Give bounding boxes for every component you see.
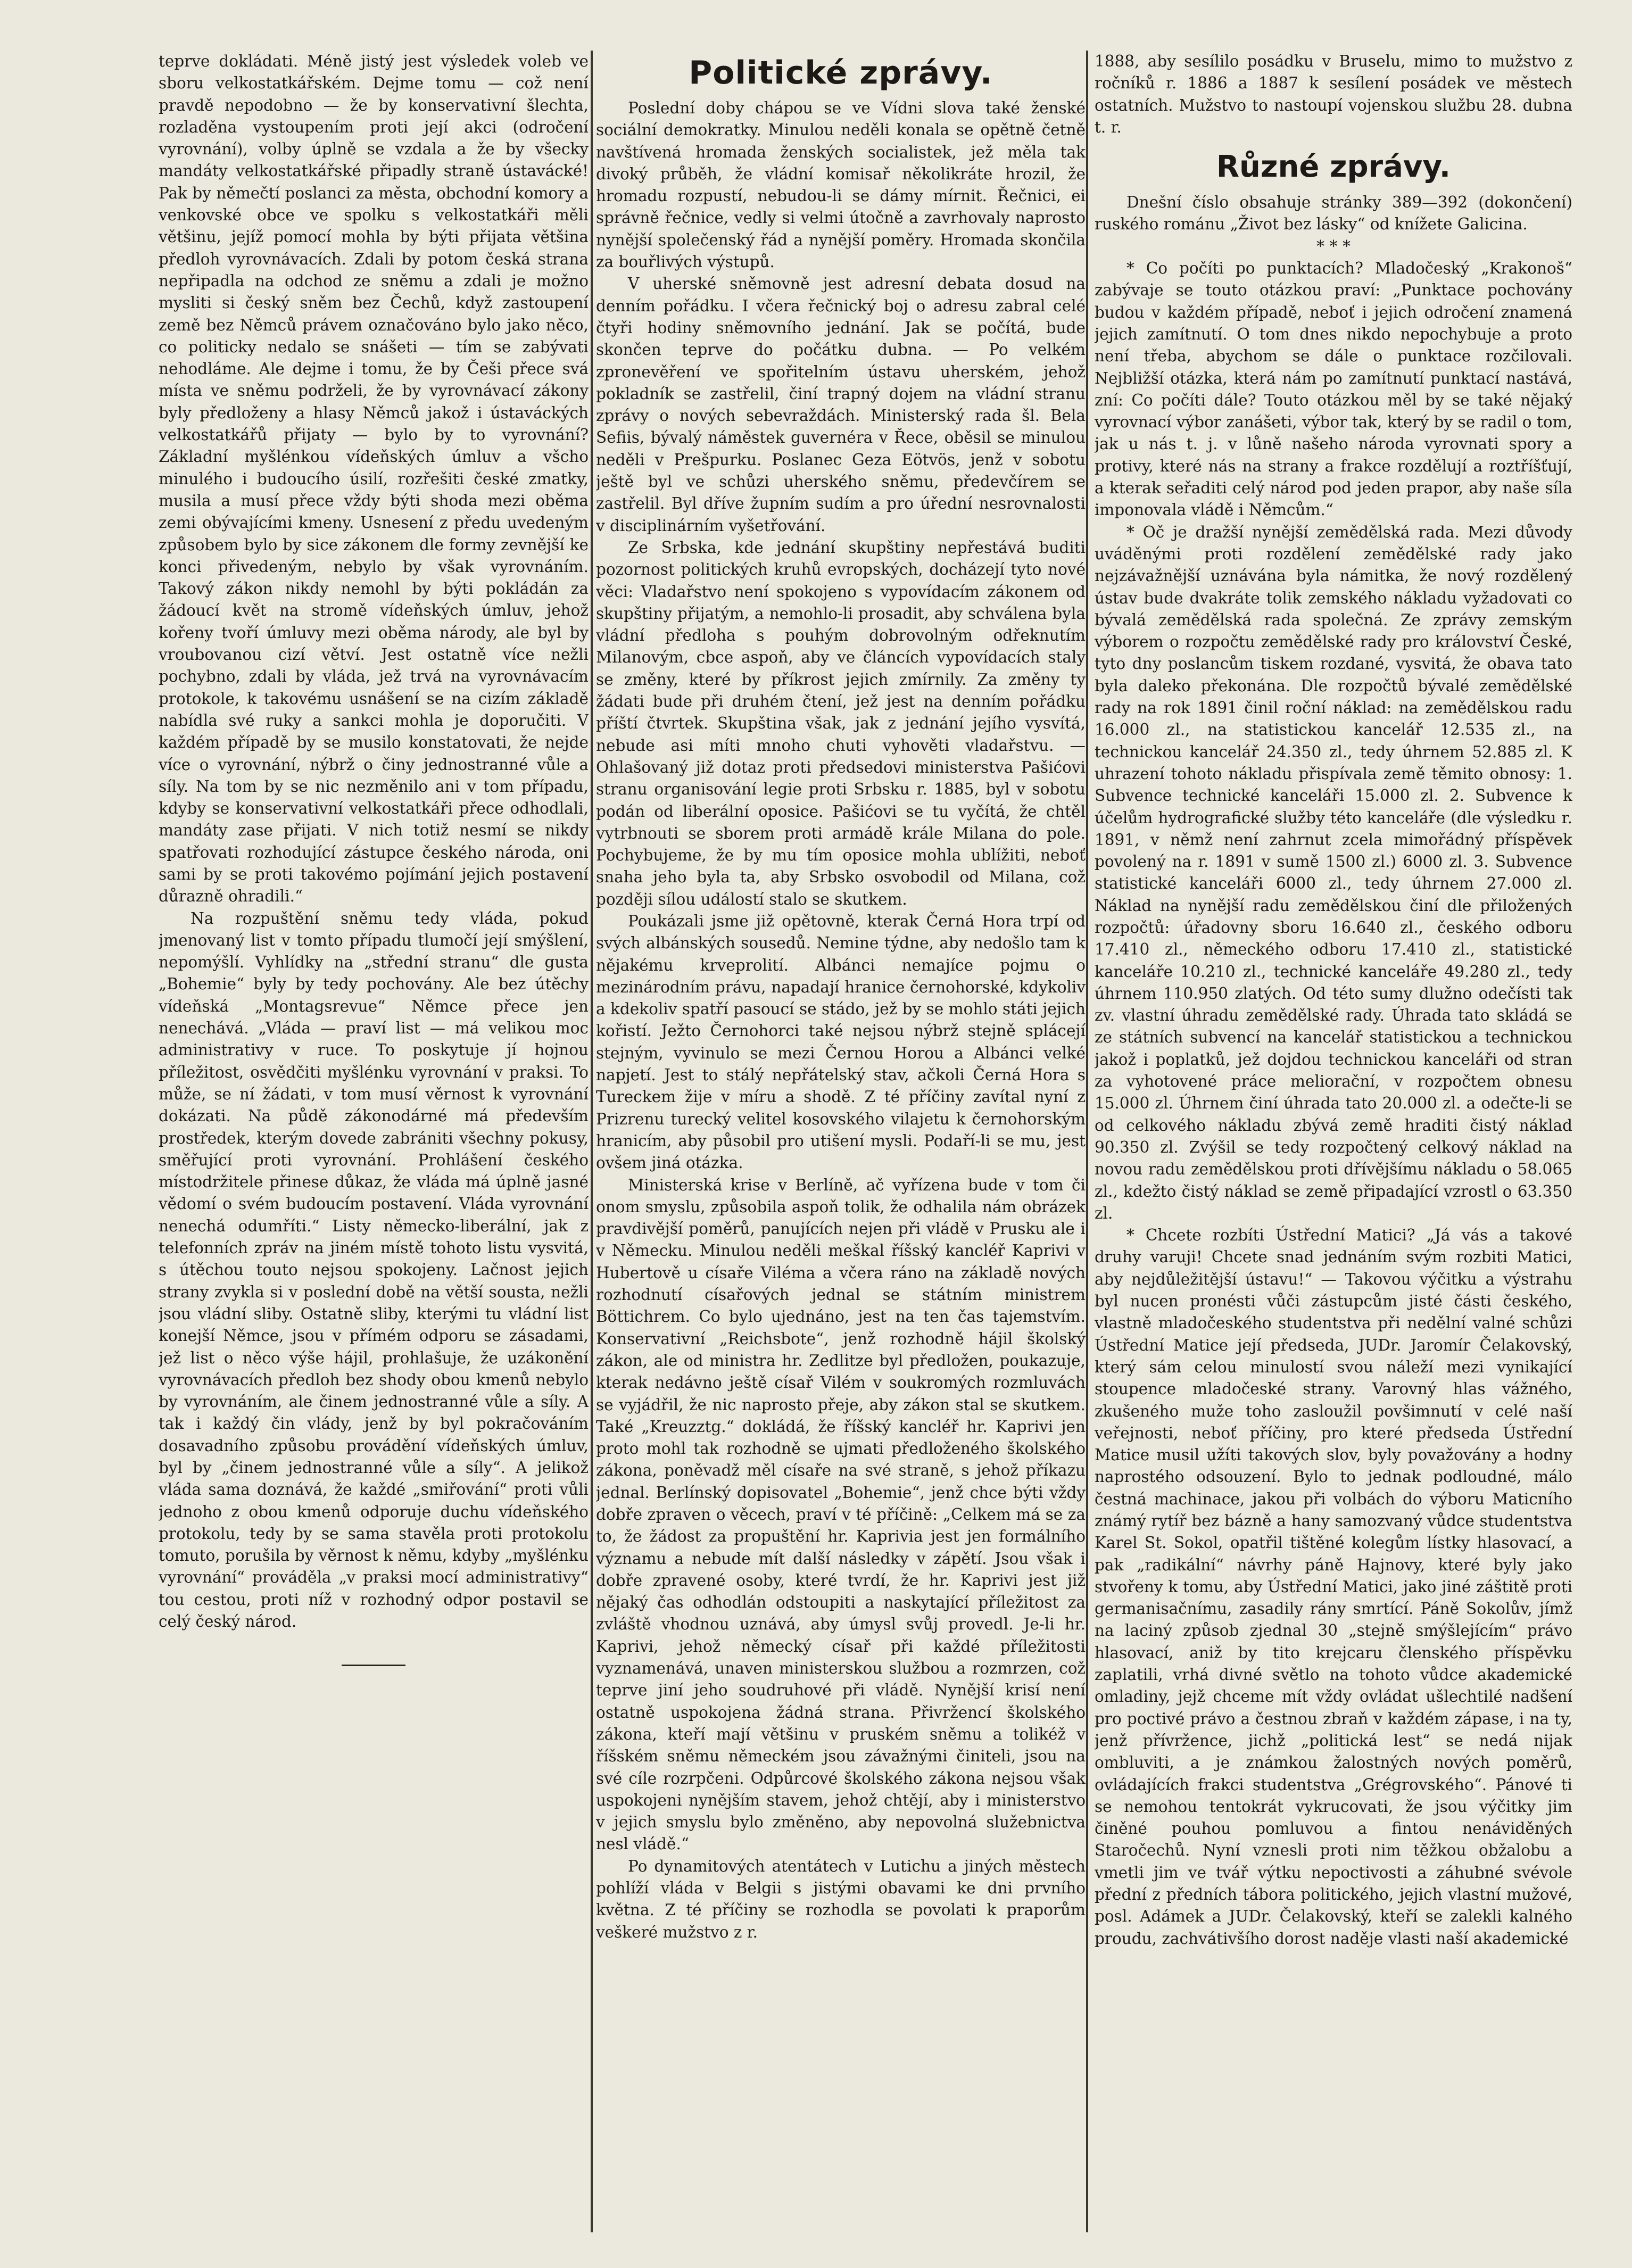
section-heading-ruzne-zpravy: Různé zprávy. (1216, 150, 1451, 185)
news-item: * Chcete rozbíti Ústřední Matici? „Já vás a takové druhy varuji! Chcete snad jednáním svým rozbiti Matici, aby nejdůležitější ústavu!“ — Takovou výčitku a výstrahu byl nucen pronésti vůči zástupcům jisté části českého, vlastně mladočeského studentstva při nedělní valné schůzi Ústřední Matice její předseda, JUDr. Jaromír Čelakovský, který sám celou minulostí svou náleží mezi vynikající stoupence mladočeské strany. Varovný hlas vážného, zkušeného muže toho zasloužil povšimnutí v celé naší veřejnosti, neboť příčiny, pro které předseda Ústřední Matice musil užíti takových slov, byly považovány a hodny naprostého odsouzení. Bylo to jednak podloudné, málo čestná machinace, jakou při volbách do výboru Maticního známý rytíř bez bázně a hany samozvaný vůdce studentstva Karel St. Sokol, opatřil tištěné kolegům lístky hlasovací, a pak „radikální“ návrhy páně Hajnovy, které byly jako stvořeny k tomu, aby Ústřední Matici, jako jiné záštitě proti germanisačnímu, zasadily rány smrtící. Páně Sokolův, jímž na laciný způsob zjednal 30 „stejně smýšlejícím“ právo hlasovací, aniž by tito krejcaru členského příspěvku zaplatili, vrhá divné světlo na tohoto vůdce akademické omladiny, jejž chceme mít vždy ovládat ušlechtilé nadšení pro poctivé právo a čestnou zbraň v každém zápase, i na ty, jenž přívržence, jichž „politická lest“ se nedá nijak ombluviti, a je známkou žalostných nových poměrů, ovládajících frakci studentstva „Grégrovského“. Pánové ti se nemohou tentokrát vykrucovati, že jsou výčitky jim činěné pouhou pomluvou a fintou nenáviděných Staročechů. Nyní vznesli proti nim těžkou obžalobu a vmetli jim ve tvář výtku nepoctivosti a záhubné svévole přední z předních tábora politického, jejich vlastní mužové, posl. Adámek a JUDr. Čelakovský, kteří se zalekli kalného proudu, zachvátivšího dorost naděje vlasti naší akademické (1095, 1226, 1572, 1948)
column-left (159, 51, 589, 2219)
news-item: Ministerská krise v Berlíně, ač vyřízena bude v tom či onom smyslu, způsobila aspoň tolik, že odhalila nám obrázek pravdivější poměrů, panujících nejen při vládě v Prusku ale i v Německu. Minulou neděli meškal říšský kancléř Kaprivi v Hubertově u císaře Viléma a včera ráno na základě nových rozhodnutí císařových jednal se státním ministrem Böttichrem. Co bylo ujednáno, jest na ten čas tajemstvím. Konservativní „Reichsbote“, jenž rozhodně hájil školský zákon, ale od ministra hr. Zedlitze byl předložen, poukazuje, kterak nedávno ještě císař Vilém v soukromých rozmluvách se vyjádřil, že nic naprosto přeje, aby zákon stal se skutkem. Také „Kreuzztg.“ dokládá, že říšský kancléř hr. Kaprivi jen proto mohl tak rozhodně se ujmati předloženého školského zákona, poněvadž měl císaře na své straně, s jehož příkazu jednal. Berlínský dopisovatel „Bohemie“, jenž chce býti vždy dobře zpraven o věcech, praví v té příčině: „Celkem má se za to, že žádost za propuštění hr. Kapriviа jest jen formálního významu a nebude mít další následky v zápětí. Jsou však i dobře zpravené osoby, které tvrdí, že hr. Kaprivi jest již nějaký čas odhodlán odstoupiti a naskytající příležitost za zvláště vhodnou uznává, aby úmysl svůj provedl. Je-li hr. Kaprivi, jehož německý císař při každé příležitosti vyznamenává, unaven ministerskou službou a rozmrzen, což teprve jiní jeho soudruhové při vládě. Nynější krisí není ostatně uspokojena žádná strana. Přivržencí školského zákona, kteří mají většinu v pruském sněmu a tolikéž v říšském sněmu německém jsou závažnými činiteli, jsou na své cíle rozrpčeni. Odpůrcové školského zákona nejsou však uspokojeni nynějším stavem, jehož chtějí, aby i ministerstvo v jejich smyslu bylo změněno, aby nepovolná služebnictva nesl vládě.“ (596, 1176, 1086, 1853)
column-middle (596, 51, 1086, 2219)
article-end-rule (342, 1665, 405, 1666)
column-rule-left (591, 51, 593, 2232)
news-item: Poslední doby chápou se ve Vídni slova také ženské sociální demokratky. Minulou neděli konala se opětně četně navštívená hromada ženských socialistek, jež měla tak divoký průběh, že vládní komisař několikráte hrozil, že hromadu rozpustí, nebudou-li se dámy mírnit. Řečnici, ei správně řečnice, vedly si velmi útočně a zavrhovaly naprosto nynější společenský řád a nynější poměry. Hromada skončila za bouřlivých výstupů. (596, 99, 1086, 271)
news-item: Ze Srbska, kde jednání skupštiny nepřestává buditi pozornost politických kruhů evropských, docházejí tyto nové věci: Vladařstvo není spokojeno s vypovídacím zákonem od skupštiny přijatým, a nemohlo-li prosadit, aby schválena byla vládní předloha s pouhým dobrovolným odřeknutím Milanovým, cbce aspoň, aby ve článcích vypovídacích staly se změny, které by příkrost jejich zmírnily. Za změny ty žádati bude při druhém čtení, jež jest na denním pořádku příští čtvrtek. Skupština však, jak z jednání jejího vysvítá, nebude asi míti mnoho chuti vyhověti vladařstvu. — Ohlašovaný již dotaz proti předsedovi ministerstva Pašićovi stranu organisování legie proti Srbsku r. 1885, byl v sobotu podán od liberální oposice. Pašićovi se tu vyčítá, že chtěl vytrbnouti se sborem proti armádě krále Milana do pole. Pochybujeme, že by mu tím oposice mohla ublížiti, neboť snaha jeho byla ta, aby Srbsko osvobodil od Milana, což později sílou událostí stalo se skutkem. (596, 538, 1086, 908)
separator-stars: * * * (1316, 237, 1351, 256)
column-rule-right (1086, 51, 1088, 2232)
section-heading-politicke-zpravy: Politické zprávy. (689, 54, 993, 92)
news-item: * Co počíti po punktacích? Mladočeský „Krakonoš“ zabývaje se touto otázkou praví: „Punktace pochovány budou v každém případě, neboť i jejich odročení znamená jejich zamítnutí. O tom dnes nikdo nepochybuje a proto není třeba, abychom se dále o punktace rozčilovali. Nejbližší otázka, která nám po zamítnutí punktací nastává, zní: Co počíti dále? Touto otázkou měl by se také nějaký vyrovnací výbor zanášeti, výbor tak, který by se radil o tom, jak u nás t. j. v lůně našeho národa vyrovnati spory a protivy, které nás na strany a frakce rozdělují a roztříšťují, a kterak seřaditi celý národ pod jeden prapor, aby naše síla imponovala vládě i Němcům.“ (1095, 259, 1572, 519)
news-item: Poukázali jsme již opětovně, kterak Černá Hora trpí od svých albánských sousedů. Nemine týdne, aby nedošlo tam k nějakému krveprolití. Albánci nemajíce pojmu o mezinárodním právu, napadají hranice černohorské, kdykoliv a kdekoliv spatří pasoucí se stádo, jež by se mohlo státi jejich kořistí. Ježto Černohorci také nejsou nýbrž stejně splácejí stejným, vyvinulo se mezi Černou Horou a Albánci velké napjetí. Jest to stálý nepřátelský stav, ačkoli Černá Hora s Tureckem žije v míru a shodě. Z té příčiny zavítal nyní z Prizrenu turecký velitel kosovského vilajetu k černohorským hranicím, aby působil pro utišení mysli. Podaří-li se mu, jest ovšem jiná otázka. (596, 912, 1086, 1172)
section-intro: Dnešní číslo obsahuje stránky 389—392 (dokončení) ruského románu „Život bez lásky“ od knížete Galicina. (1095, 193, 1572, 234)
article-paragraph: teprve dokládati. Méně jistý jest výsledek voleb ve sboru velkostatkářském. Dejme tomu — což není pravdě nepodobno — že by konservativní šlechta, rozladěna vystoupením proti její akci (odročení vyrovnání), volby úplně se vzdala a že by všecky mandáty velkostatkářské připadly straně ústavácké! Pak by němečtí poslanci za města, obchodní komory a venkovské obce ve spolku s velkostatkáři měli většinu, jejíž pomocí mohla by býti přijata většina předloh vyrovnávacích. Zdali by potom česká strana nepřipadla na odchod ze sněmu a zdali je možno mysliti si český sněm bez Čechů, když zastoupení země bez Němců právem označováno bylo jako něco, co politicky nedalo se snášeti — tím se zabývati nehodláme. Ale dejme i tomu, že by Češi přece svá místa ve sněmu podrželi, že by vyrovnávací zákony byly předloženy a hlasy Němců jakož i ústaváckých velkostatkářů přijaty — bylo by to vyrovnání? Základní myšlénkou vídeňských úmluv a všcho minulého i budoucího úsilí, rozřešiti české zmatky, musila a musí přece vždy býti shoda mezi oběma zemi obývajícími kmeny. Usnesení z předu uvedeným způsobem bylo by sice zákonem dle formy zevnější ke konci přivedeným, nebylo by však vyrovnáním. Takový zákon nikdy nemohl by býti pokládán za žádoucí květ na stromě vídeňských úmluv, jehož kořeny tvoří úmluvy mezi oběma národy, ale byl by vroubovanou cizí větví. Jest ostatně více nežli pochybno, zdali by vláda, jež trvá na vyrovnávacím protokole, k takovému usnášení se na cizím základě nabídla své ruky a sankci mohla je doporučiti. V každém případě by se musilo konstatovati, že nejde více o vyrovnání, nýbrž o činy jednostranné vůle a síly. Na tom by se nic nezměnilo ani v tom případu, kdyby se konservativní velkostatkáři přece odhodlali, mandáty zase přijati. V nich totiž nesmí se nikdy spatřovati rozhodující zástupce českého národa, oni sami by se proti takovémo pojímání jejich postavení důrazně ohradili.“ (159, 52, 589, 906)
news-item: V uherské sněmovně jest adresní debata dosud na denním pořádku. I včera řečnický boj o adresu zabral celé čtyři hodiny sněmovního jednání. Jak se počítá, bude skončen teprve do počátku dubna. — Po velkém zpronevěření ve spořitelním ústavu uherském, jehož pokladník se zastřelil, činí trapný dojem na vládní stranu zprávy o nových sebevraždách. Ministerský rada šl. Bela Sefiis, bývalý náměstek guvernéra v Řece, oběsil se minulou neděli v Prešpurku. Poslanec Geza Eötvös, jenž v sobotu ještě byl ve schůzi uherského sněmu, předevčírem se zastřelil. Byl dříve župním sudím a pro úřední nesrovnalosti v disciplinárním vyšetřování. (596, 275, 1086, 535)
article-paragraph: Na rozpuštění sněmu tedy vláda, pokud jmenovaný list v tomto případu tlumočí její smýšlení, nepomýšlí. Vyhlídky na „střední stranu“ dle gusta „Bohemie“ byly by tedy pochovány. Ale bez útěchy vídeňská „Montagsrevue“ Němce přece jen nenechává. „Vláda — praví list — má velikou moc administrativy v ruce. To poskytuje jí hojnou příležitost, osvědčiti myšlénku vyrovnání v praksi. To může, se ní žádati, v tom musí věrnost k vyrovnání dokázati. Na půdě zákonodárné má především prostředek, kterým dovede zabrániti všechny pokusy, směřující proti vyrovnání. Prohlášení českého místodržitele přinese důkaz, že vláda má úplně jasné vědomí o svém budoucím postavení. Vláda vyrovnání nenechá odumříti.“ Listy německo-liberální, jak z telefonních zpráv na jiném místě tohoto listu vysvitá, s útěchou touto nejsou spokojeny. Lačnost jejich strany zvykla si v poslední době na větší sousta, nežli jsou vládní sliby. Ostatně sliby, kterými tu vládní list konejší Němce, jsou v přímém odporu se zásadami, jež list o něco výše hájil, prohlašuje, že uzákonění vyrovnávacích předloh bez shody obou kmenů nebylo by vyrovnáním, ale činem jednostranné vůle a síly. A tak i každý čin vlády, jenž by byl pokračováním dosavadního způsobu provádění vídeňských úmluv, byl by „činem jednostranné vůle a síly“. A jelikož vláda sama doznává, že každé „smiřování“ proti vůli jednoho z obou kmenů odporuje duchu vídeňského protokolu, tedy by se sama stavěla proti protokolu tomuto, porušila by věrnost k němu, kdyby „myšlénku vyrovnání“ prováděla „v praksi mocí administrativy“ tou cestou, proti níž v rozhodný odpor postavil se celý český národ. (159, 909, 589, 1631)
news-item: * Oč je dražší nynější zemědělská rada. Mezi důvody uváděnými proti rozdělení zemědělské rady jako nejzávažnější uznávána byla námitka, že nový rozdělený ústav bude dvakráte tolik zemského nákladu vyžadovati co bývalá zemědělská rada společná. Ze zprávy zemským výborem o rozpočtu zemědělské rady pro království České, tyto dny poslancům tiskem rozdané, vysvitá, že obava tato byla daleko překonána. Dle rozpočtů bývalé zemědělské rady na rok 1891 činil roční náklad: na zemědělskou radu 16.000 zl., na statistickou kancelář 12.535 zl., na technickou kancelář 24.350 zl., tedy úhrnem 52.885 zl. K uhrazení tohoto nákladu přispívala země těmito obnosy: 1. Subvence technické kanceláři 15.000 zl. 2. Subvence k účelům hydrografické služby této kanceláře (dle výsledku r. 1891, v němž není zahrnut zcela mimořádný příspěvek povolený na r. 1891 v sumě 1500 zl.) 6000 zl. 3. Subvence statistické kanceláři 6000 zl., tedy úhrnem 27.000 zl. Náklad na nynější radu zemědělskou činí dle přiložených rozpočtů: úřadovny sboru 16.640 zl., českého odboru 17.410 zl., německého odboru 17.410 zl., statistické kanceláře 10.210 zl., technické kanceláře 49.280 zl., tedy úhrnem 110.950 zlatých. Od této sumy dlužno odečísti tak zv. vlastní úhradu zemědělské rady. Úhrada tato skládá se ze státních subvencí na kancelář statistickou a technickou jakož i poplatků, jež dojdou technickou kanceláři od stran za vyhotovené práce meliorační, v rozpočtem obnesu 15.000 zl. Úhrnem činí úhrada tato 20.000 zl. a odečte-li se od celkového nákladu zbývá země hraditi čistý náklad 90.350 zl. Zvýšil se tedy rozpočtený celkový náklad na novou radu zemědělskou proti dřívějšímu nákladu o 58.065 zl., kdežto čistý náklad se země připadající vzrostl o 63.350 zl. (1095, 523, 1572, 1222)
news-item: Po dynamitových atentátech v Lutichu a jiných městech pohlíží vláda v Belgii s jistými obavami ke dni prvního května. Z té příčiny se rozhodla se povolati k praporům veškeré mužstvo z r. (596, 1857, 1086, 1941)
news-item-continued: 1888, aby sesílilo posádku v Bruselu, mimo to mužstvo z ročníků r. 1886 a 1887 k sesílení posádek ve městech ostatních. Mužstvo to nastoupí vojenskou službu 28. dubna t. r. (1095, 52, 1572, 136)
column-right (1095, 51, 1572, 2219)
